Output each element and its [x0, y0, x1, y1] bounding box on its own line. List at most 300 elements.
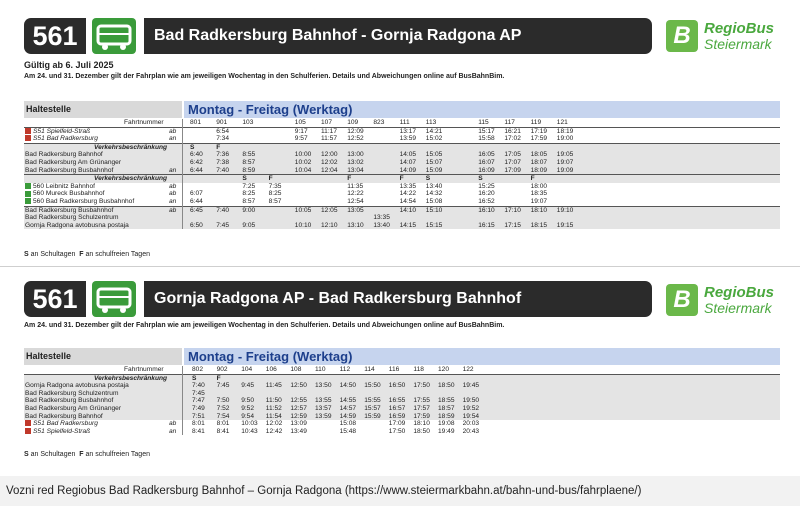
- trip-number: 118: [413, 366, 424, 373]
- departure-time: 8:41: [216, 427, 230, 435]
- departure-time: 14:57: [339, 405, 357, 412]
- departure-time: 17:10: [504, 206, 521, 214]
- trip-number-row: [24, 366, 780, 374]
- table-row: [24, 151, 780, 159]
- trip-number: 802: [192, 366, 204, 373]
- departure-time: 19:05: [556, 151, 574, 159]
- departure-time: 9:00: [242, 206, 256, 214]
- trip-number: 902: [216, 366, 228, 373]
- departure-time: 13:10: [347, 221, 364, 229]
- train-icon: [25, 128, 31, 134]
- regiobus-logo: [666, 280, 786, 320]
- departure-time: 13:09: [290, 420, 307, 428]
- departure-time: 14:09: [399, 166, 417, 174]
- bus-icon: [25, 191, 31, 197]
- departure-time: 6:40: [190, 151, 203, 159]
- legend-f-text: an schulfreien Tagen: [85, 451, 150, 458]
- trip-number: 111: [399, 119, 410, 126]
- table-row: [24, 428, 780, 436]
- departure-time: 12:02: [265, 420, 283, 428]
- arrival-departure-type: ab: [169, 127, 177, 135]
- departure-time: 15:08: [339, 420, 357, 428]
- logo-mark: B: [666, 284, 698, 316]
- departure-time: F: [268, 175, 273, 183]
- bus-icon: [25, 183, 31, 189]
- departure-time: 16:50: [388, 382, 406, 390]
- stop-name: S51 Spielfeld-Straß: [33, 427, 91, 435]
- table-row: [24, 390, 780, 398]
- departure-time: 6:44: [190, 166, 203, 174]
- route-badge-1: 561: [24, 18, 86, 54]
- table-row: [24, 159, 780, 167]
- departure-time: 12:00: [321, 151, 338, 159]
- departure-time: 10:10: [294, 221, 312, 229]
- arrival-departure-type: an: [169, 166, 177, 174]
- arrival-departure-type: an: [169, 198, 177, 205]
- departure-time: 8:41: [192, 427, 205, 435]
- trip-number: 105: [294, 119, 306, 126]
- departure-time: 18:55: [438, 397, 455, 405]
- departure-time: 19:49: [438, 427, 455, 435]
- departure-time: 19:45: [462, 382, 480, 390]
- stop-name: Bad Radkersburg Bahnhof: [25, 151, 103, 159]
- departure-time: 7:25: [242, 182, 256, 190]
- day-header: Montag - Freitag (Werktag): [184, 101, 780, 118]
- departure-time: 9:54: [241, 412, 255, 420]
- departure-time: 15:58: [478, 135, 495, 143]
- stop-name: Verkehrsbeschränkung: [94, 143, 168, 151]
- departure-time: S: [425, 175, 431, 183]
- legend-f-text: an schulfreien Tagen: [85, 251, 150, 258]
- departure-time: 18:50: [413, 427, 430, 435]
- departure-time: 17:19: [530, 127, 548, 135]
- departure-time: 20:43: [462, 427, 480, 435]
- departure-time: S: [242, 175, 247, 183]
- stop-name: Bad Radkersburg Bahnhof: [25, 412, 103, 420]
- departure-time: 16:21: [504, 127, 521, 135]
- table-row: [24, 222, 780, 230]
- departure-time: 7:38: [216, 159, 230, 166]
- departure-time: 8:01: [192, 420, 205, 428]
- table-header-1: [24, 101, 780, 118]
- divider: [0, 266, 800, 267]
- stop-header: Haltestelle: [24, 348, 182, 365]
- departure-time: 19:50: [462, 397, 480, 405]
- departure-time: 18:10: [530, 206, 548, 214]
- stop-name: Bad Radkersburg Busbahnhof: [25, 206, 114, 214]
- departure-time: 19:00: [556, 135, 574, 143]
- departure-time: F: [347, 175, 352, 183]
- departure-time: 18:15: [530, 221, 548, 229]
- arrival-departure-type: an: [169, 135, 177, 143]
- trip-number: 106: [265, 366, 277, 373]
- departure-time: S: [192, 374, 197, 382]
- departure-time: 9:52: [241, 405, 255, 412]
- stop-header: Haltestelle: [24, 101, 182, 118]
- departure-time: 13:02: [347, 159, 364, 166]
- departure-time: 19:54: [462, 412, 480, 420]
- departure-time: 13:04: [347, 166, 364, 174]
- departure-time: S: [478, 175, 483, 183]
- route-badge-2: 561: [24, 281, 86, 317]
- holiday-note-1: Am 24. und 31. Dezember gilt der Fahrplan wie am jeweiligen Wochentag in den Schulferien. Details und Abweichungen online auf BusBahnBim.: [24, 73, 505, 80]
- trip-number: 117: [504, 119, 515, 126]
- departure-time: 15:59: [364, 412, 381, 420]
- departure-time: 18:10: [413, 420, 430, 428]
- departure-time: 19:09: [556, 166, 574, 174]
- logo-line2: Steiermark: [704, 36, 772, 52]
- departure-time: 15:48: [339, 427, 357, 435]
- departure-time: 19:15: [556, 221, 574, 229]
- trip-number: 114: [364, 366, 375, 373]
- restriction-row: [24, 144, 780, 152]
- departure-time: 18:19: [556, 127, 574, 135]
- legend-s: S: [24, 251, 29, 258]
- trip-number: 901: [216, 119, 228, 126]
- departure-time: 15:10: [425, 206, 443, 214]
- departure-time: 12:09: [347, 127, 364, 135]
- departure-time: 14:55: [339, 397, 357, 405]
- departure-time: 13:17: [399, 127, 417, 135]
- departure-time: 13:59: [399, 135, 417, 143]
- departure-time: 19:08: [438, 420, 455, 428]
- departure-time: 14:54: [399, 198, 417, 205]
- departure-time: 8:25: [242, 190, 256, 198]
- departure-time: 18:00: [530, 182, 548, 190]
- departure-time: 16:57: [388, 405, 406, 412]
- departure-time: 12:59: [290, 412, 307, 420]
- table-header-2: [24, 348, 780, 365]
- departure-time: 7:50: [216, 397, 230, 405]
- logo-line2: Steiermark: [704, 300, 772, 316]
- departure-time: 18:57: [438, 405, 455, 412]
- arrival-departure-type: ab: [169, 420, 177, 428]
- departure-time: 11:54: [265, 412, 282, 420]
- legend-f: F: [79, 451, 84, 458]
- departure-time: 15:09: [425, 166, 443, 174]
- departure-time: 11:52: [265, 405, 282, 412]
- departure-time: 16:10: [478, 206, 495, 214]
- stop-name: Bad Radkersburg Busbahnhof: [25, 397, 114, 405]
- departure-time: 6:44: [190, 198, 203, 205]
- departure-time: 12:55: [290, 397, 307, 405]
- departure-time: 18:07: [530, 159, 548, 166]
- departure-time: 8:25: [268, 190, 282, 198]
- departure-time: 13:35: [399, 182, 417, 190]
- departure-time: 10:00: [294, 151, 312, 159]
- departure-time: 17:05: [504, 151, 521, 159]
- departure-time: 12:52: [347, 135, 364, 143]
- bus-icon: [92, 281, 136, 317]
- departure-time: 19:52: [462, 405, 480, 412]
- table-row: [24, 413, 780, 421]
- departure-time: 17:07: [504, 159, 521, 166]
- departure-time: 6:42: [190, 159, 203, 166]
- departure-time: 13:55: [315, 397, 332, 405]
- stop-name: Verkehrsbeschränkung: [94, 175, 168, 183]
- stop-name: Gornja Radgona avtobusna postaja: [25, 221, 129, 229]
- trip-number: 112: [339, 366, 351, 373]
- trip-number: 823: [373, 119, 385, 126]
- legend-1: [24, 251, 150, 258]
- trip-number: 116: [388, 366, 400, 373]
- legend-s-text: an Schultagen: [30, 251, 76, 258]
- bus-icon: [92, 18, 136, 54]
- departure-time: 12:50: [290, 382, 307, 390]
- stop-name: Bad Radkersburg Am Grünanger: [25, 405, 122, 412]
- departure-time: 15:55: [364, 397, 381, 405]
- departure-time: F: [530, 175, 535, 183]
- table-row: [24, 397, 780, 405]
- route-title-1: Bad Radkersburg Bahnhof - Gornja Radgona AP: [144, 18, 652, 54]
- departure-time: 11:57: [321, 135, 338, 143]
- arrival-departure-type: ab: [169, 190, 177, 198]
- departure-time: 11:45: [265, 382, 282, 390]
- departure-time: 7:49: [192, 405, 205, 412]
- departure-time: 17:50: [413, 382, 430, 390]
- departure-time: 14:59: [339, 412, 357, 420]
- stop-name: S51 Bad Radkersburg: [33, 135, 98, 143]
- departure-time: 7:35: [268, 182, 282, 190]
- departure-time: 16:52: [478, 198, 495, 205]
- departure-time: 18:59: [438, 412, 455, 420]
- holiday-note-2: Am 24. und 31. Dezember gilt der Fahrplan wie am jeweiligen Wochentag in den Schulferien. Details und Abweichungen online auf BusBahnBim.: [24, 322, 505, 329]
- departure-time: 8:57: [268, 198, 282, 205]
- column-separator: [182, 366, 183, 435]
- departure-time: 14:32: [425, 190, 443, 198]
- trip-number: 801: [190, 119, 202, 126]
- trip-number: 104: [241, 366, 253, 373]
- departure-time: 9:05: [242, 221, 256, 229]
- departure-time: 7:36: [216, 151, 230, 159]
- train-icon: [25, 428, 31, 434]
- departure-time: 14:10: [399, 206, 417, 214]
- departure-time: 17:57: [413, 405, 430, 412]
- table-row: [24, 135, 780, 143]
- table-row: [24, 198, 780, 206]
- departure-time: 12:54: [347, 198, 364, 205]
- departure-time: 17:59: [530, 135, 548, 143]
- departure-time: 16:59: [388, 412, 406, 420]
- stop-name: 560 Bad Radkersburg Busbahnhof: [33, 198, 135, 205]
- departure-time: 16:15: [478, 221, 495, 229]
- trip-number: 115: [478, 119, 489, 126]
- departure-time: 7:45: [216, 382, 230, 390]
- departure-time: F: [216, 374, 221, 382]
- departure-time: 6:45: [190, 206, 203, 214]
- departure-time: 15:07: [425, 159, 443, 166]
- stop-name: S51 Bad Radkersburg: [33, 420, 98, 428]
- departure-time: 13:00: [347, 151, 364, 159]
- departure-time: 17:09: [504, 166, 521, 174]
- logo-line1: RegioBus: [704, 284, 775, 301]
- departure-time: 10:43: [241, 427, 258, 435]
- table-row: [24, 167, 780, 175]
- departure-time: 8:01: [216, 420, 230, 428]
- departure-time: 19:10: [556, 206, 574, 214]
- departure-time: 7:34: [216, 135, 230, 143]
- departure-time: 15:25: [478, 182, 495, 190]
- departure-time: 14:05: [399, 151, 417, 159]
- trip-number: 121: [556, 119, 568, 126]
- departure-time: 16:05: [478, 151, 495, 159]
- departure-time: 19:07: [530, 198, 548, 205]
- departure-time: 15:17: [478, 127, 495, 135]
- stop-name: Bad Radkersburg Schulzentrum: [25, 214, 119, 222]
- departure-time: 7:52: [216, 405, 230, 412]
- departure-time: 11:35: [347, 182, 364, 190]
- departure-time: 8:55: [242, 151, 256, 159]
- departure-time: 9:57: [294, 135, 308, 143]
- trip-number: 103: [242, 119, 254, 126]
- restriction-row: [24, 375, 780, 383]
- departure-time: 16:07: [478, 159, 495, 166]
- table-row: [24, 183, 780, 191]
- logo-mark: B: [666, 20, 698, 52]
- stop-name: Bad Radkersburg Schulzentrum: [25, 389, 119, 397]
- departure-time: 7:40: [216, 206, 230, 214]
- departure-time: 15:50: [364, 382, 381, 390]
- departure-time: 7:45: [216, 221, 230, 229]
- departure-time: 12:57: [290, 405, 307, 412]
- departure-time: F: [399, 175, 404, 183]
- departure-time: 8:57: [242, 159, 256, 166]
- arrival-departure-type: ab: [169, 182, 177, 190]
- departure-time: 18:35: [530, 190, 548, 198]
- departure-time: 9:50: [241, 397, 255, 405]
- departure-time: 10:03: [241, 420, 258, 428]
- departure-time: 7:51: [192, 412, 205, 420]
- table-row: [24, 190, 780, 198]
- arrival-departure-type: an: [169, 427, 177, 435]
- departure-time: 14:07: [399, 159, 417, 166]
- legend-f: F: [79, 251, 84, 258]
- departure-time: 14:22: [399, 190, 417, 198]
- departure-time: 12:10: [321, 221, 338, 229]
- departure-time: 18:09: [530, 166, 548, 174]
- regiobus-logo: [666, 16, 786, 56]
- departure-time: 17:55: [413, 397, 430, 405]
- departure-time: 12:02: [321, 159, 338, 166]
- departure-time: 16:09: [478, 166, 495, 174]
- table-row: [24, 214, 780, 222]
- table-row: [24, 405, 780, 413]
- departure-time: 14:15: [399, 221, 417, 229]
- trip-number-row: [24, 119, 780, 127]
- departure-time: 8:59: [242, 166, 256, 174]
- column-separator: [182, 119, 183, 229]
- departure-time: 18:05: [530, 151, 548, 159]
- departure-time: 18:50: [438, 382, 455, 390]
- train-icon: [25, 420, 31, 426]
- trip-number: 119: [530, 119, 542, 126]
- departure-time: 17:15: [504, 221, 521, 229]
- departure-time: 16:55: [388, 397, 406, 405]
- departure-time: 13:50: [315, 382, 332, 390]
- stop-name: Bad Radkersburg Am Grünanger: [25, 159, 122, 166]
- restriction-row: [24, 175, 780, 183]
- departure-time: 7:40: [216, 166, 230, 174]
- trip-number: 108: [290, 366, 302, 373]
- stop-name: 560 Leibnitz Bahnhof: [33, 182, 95, 190]
- departure-time: 11:50: [265, 397, 282, 405]
- trip-number: 113: [425, 119, 437, 126]
- departure-time: 13:57: [315, 405, 332, 412]
- departure-time: 9:45: [241, 382, 255, 390]
- trip-number: 120: [438, 366, 450, 373]
- departure-time: 13:35: [373, 214, 390, 222]
- departure-time: 19:07: [556, 159, 574, 166]
- departure-time: 9:17: [294, 127, 308, 135]
- day-header: Montag - Freitag (Werktag): [184, 348, 780, 365]
- departure-time: 12:04: [321, 166, 338, 174]
- table-row: [24, 420, 780, 428]
- bus-icon: [25, 198, 31, 204]
- legend-s-text: an Schultagen: [30, 451, 76, 458]
- departure-time: 8:57: [242, 198, 256, 205]
- trip-number: 122: [462, 366, 474, 373]
- departure-time: 6:50: [190, 221, 203, 229]
- departure-time: 11:17: [321, 127, 338, 135]
- departure-time: 12:42: [265, 427, 283, 435]
- departure-time: 15:08: [425, 198, 443, 205]
- trip-number: 107: [321, 119, 333, 126]
- departure-time: 13:05: [347, 206, 364, 214]
- stop-name: 560 Mureck Busbahnhof: [33, 190, 105, 198]
- logo-line1: RegioBus: [704, 20, 775, 37]
- departure-time: 12:22: [347, 190, 364, 198]
- departure-time: 17:50: [388, 427, 406, 435]
- departure-time: 17:09: [388, 420, 406, 428]
- stop-name: Verkehrsbeschränkung: [94, 374, 168, 382]
- departure-time: 20:03: [462, 420, 480, 428]
- train-icon: [25, 135, 31, 141]
- trip-number-label: Fahrtnummer: [124, 119, 164, 126]
- departure-time: 13:49: [290, 427, 307, 435]
- departure-time: 15:15: [425, 221, 443, 229]
- stop-name: S51 Spielfeld-Straß: [33, 127, 91, 135]
- stop-name: Gornja Radgona avtobusna postaja: [25, 382, 129, 390]
- departure-time: F: [216, 143, 221, 151]
- departure-time: 15:57: [364, 405, 381, 412]
- departure-time: 7:45: [192, 389, 205, 397]
- departure-time: 10:04: [294, 166, 312, 174]
- departure-time: 10:05: [294, 206, 312, 214]
- trip-number: 109: [347, 119, 359, 126]
- trip-number-label: Fahrtnummer: [124, 366, 164, 373]
- departure-time: 17:59: [413, 412, 430, 420]
- departure-time: 16:20: [478, 190, 495, 198]
- departure-time: 10:02: [294, 159, 312, 166]
- departure-time: 17:02: [504, 135, 521, 143]
- departure-time: 14:50: [339, 382, 357, 390]
- departure-time: 12:05: [321, 206, 338, 214]
- departure-time: 15:02: [425, 135, 443, 143]
- departure-time: 7:40: [192, 382, 205, 390]
- departure-time: 7:47: [192, 397, 205, 405]
- trip-number: 110: [315, 366, 326, 373]
- legend-2: [24, 451, 150, 458]
- route-title-2: Gornja Radgona AP - Bad Radkersburg Bahnhof: [144, 281, 652, 317]
- departure-time: 7:54: [216, 412, 230, 420]
- table-row: [24, 207, 780, 215]
- image-caption: Vozni red Regiobus Bad Radkersburg Bahnhof – Gornja Radgona (https://www.steiermarkbahn.at/bahn-und-bus/fahrplaene/): [0, 476, 800, 506]
- table-row: [24, 128, 780, 136]
- legend-s: S: [24, 451, 29, 458]
- valid-from: Gültig ab 6. Juli 2025: [24, 60, 114, 70]
- table-row: [24, 382, 780, 390]
- stop-name: Bad Radkersburg Busbahnhof: [25, 166, 114, 174]
